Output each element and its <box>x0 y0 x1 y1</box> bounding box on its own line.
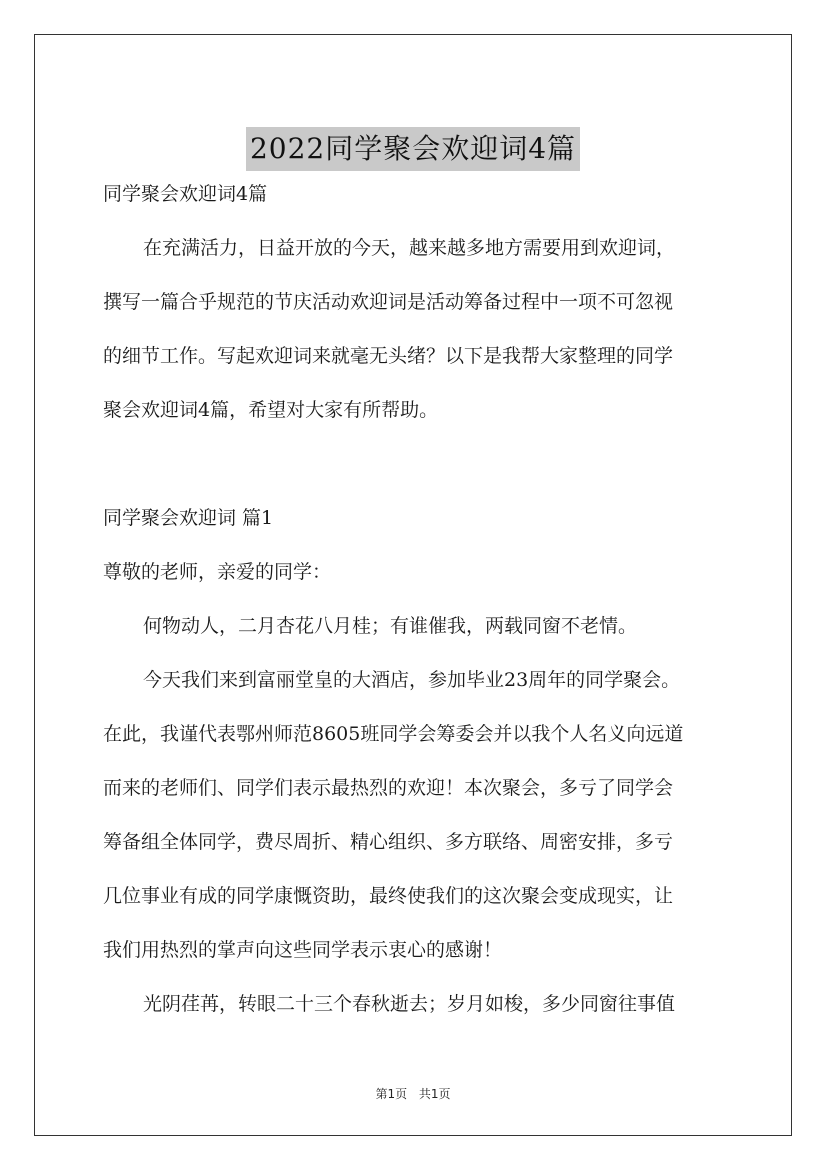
body-line: 在此，我谨代表鄂州师范8605班同学会筹委会并以我个人名义向远道 <box>103 723 684 745</box>
document-subtitle: 同学聚会欢迎词4篇 <box>103 183 268 205</box>
body-line: 何物动人，二月杏花八月桂；有谁催我，两载同窗不老情。 <box>143 615 638 637</box>
section-heading: 同学聚会欢迎词 篇1 <box>103 507 274 529</box>
intro-line: 撰写一篇合乎规范的节庆活动欢迎词是活动筹备过程中一项不可忽视 <box>103 291 674 313</box>
body-line: 我们用热烈的掌声向这些同学表示衷心的感谢！ <box>103 939 503 961</box>
intro-line: 的细节工作。写起欢迎词来就毫无头绪？以下是我帮大家整理的同学 <box>103 345 674 367</box>
body-line: 而来的老师们、同学们表示最热烈的欢迎！本次聚会，多亏了同学会 <box>103 777 674 799</box>
intro-line: 聚会欢迎词4篇，希望对大家有所帮助。 <box>103 399 439 421</box>
page-footer <box>35 1085 791 1102</box>
body-line: 今天我们来到富丽堂皇的大酒店，参加毕业23周年的同学聚会。 <box>143 669 681 691</box>
title-container <box>35 127 791 171</box>
body-line: 筹备组全体同学，费尽周折、精心组织、多方联络、周密安排，多亏 <box>103 831 674 853</box>
salutation: 尊敬的老师，亲爱的同学： <box>103 561 332 583</box>
document-title: 2022同学聚会欢迎词4篇 <box>246 127 580 171</box>
page-number: 第1页 <box>375 1087 408 1101</box>
document-page <box>34 34 792 1136</box>
page-total: 共1页 <box>418 1087 451 1101</box>
body-line: 光阴荏苒，转眼二十三个春秋逝去；岁月如梭，多少同窗往事值 <box>143 993 676 1015</box>
body-line: 几位事业有成的同学康慨资助，最终使我们的这次聚会变成现实，让 <box>103 885 674 907</box>
intro-line: 在充满活力，日益开放的今天，越来越多地方需要用到欢迎词， <box>143 237 676 259</box>
